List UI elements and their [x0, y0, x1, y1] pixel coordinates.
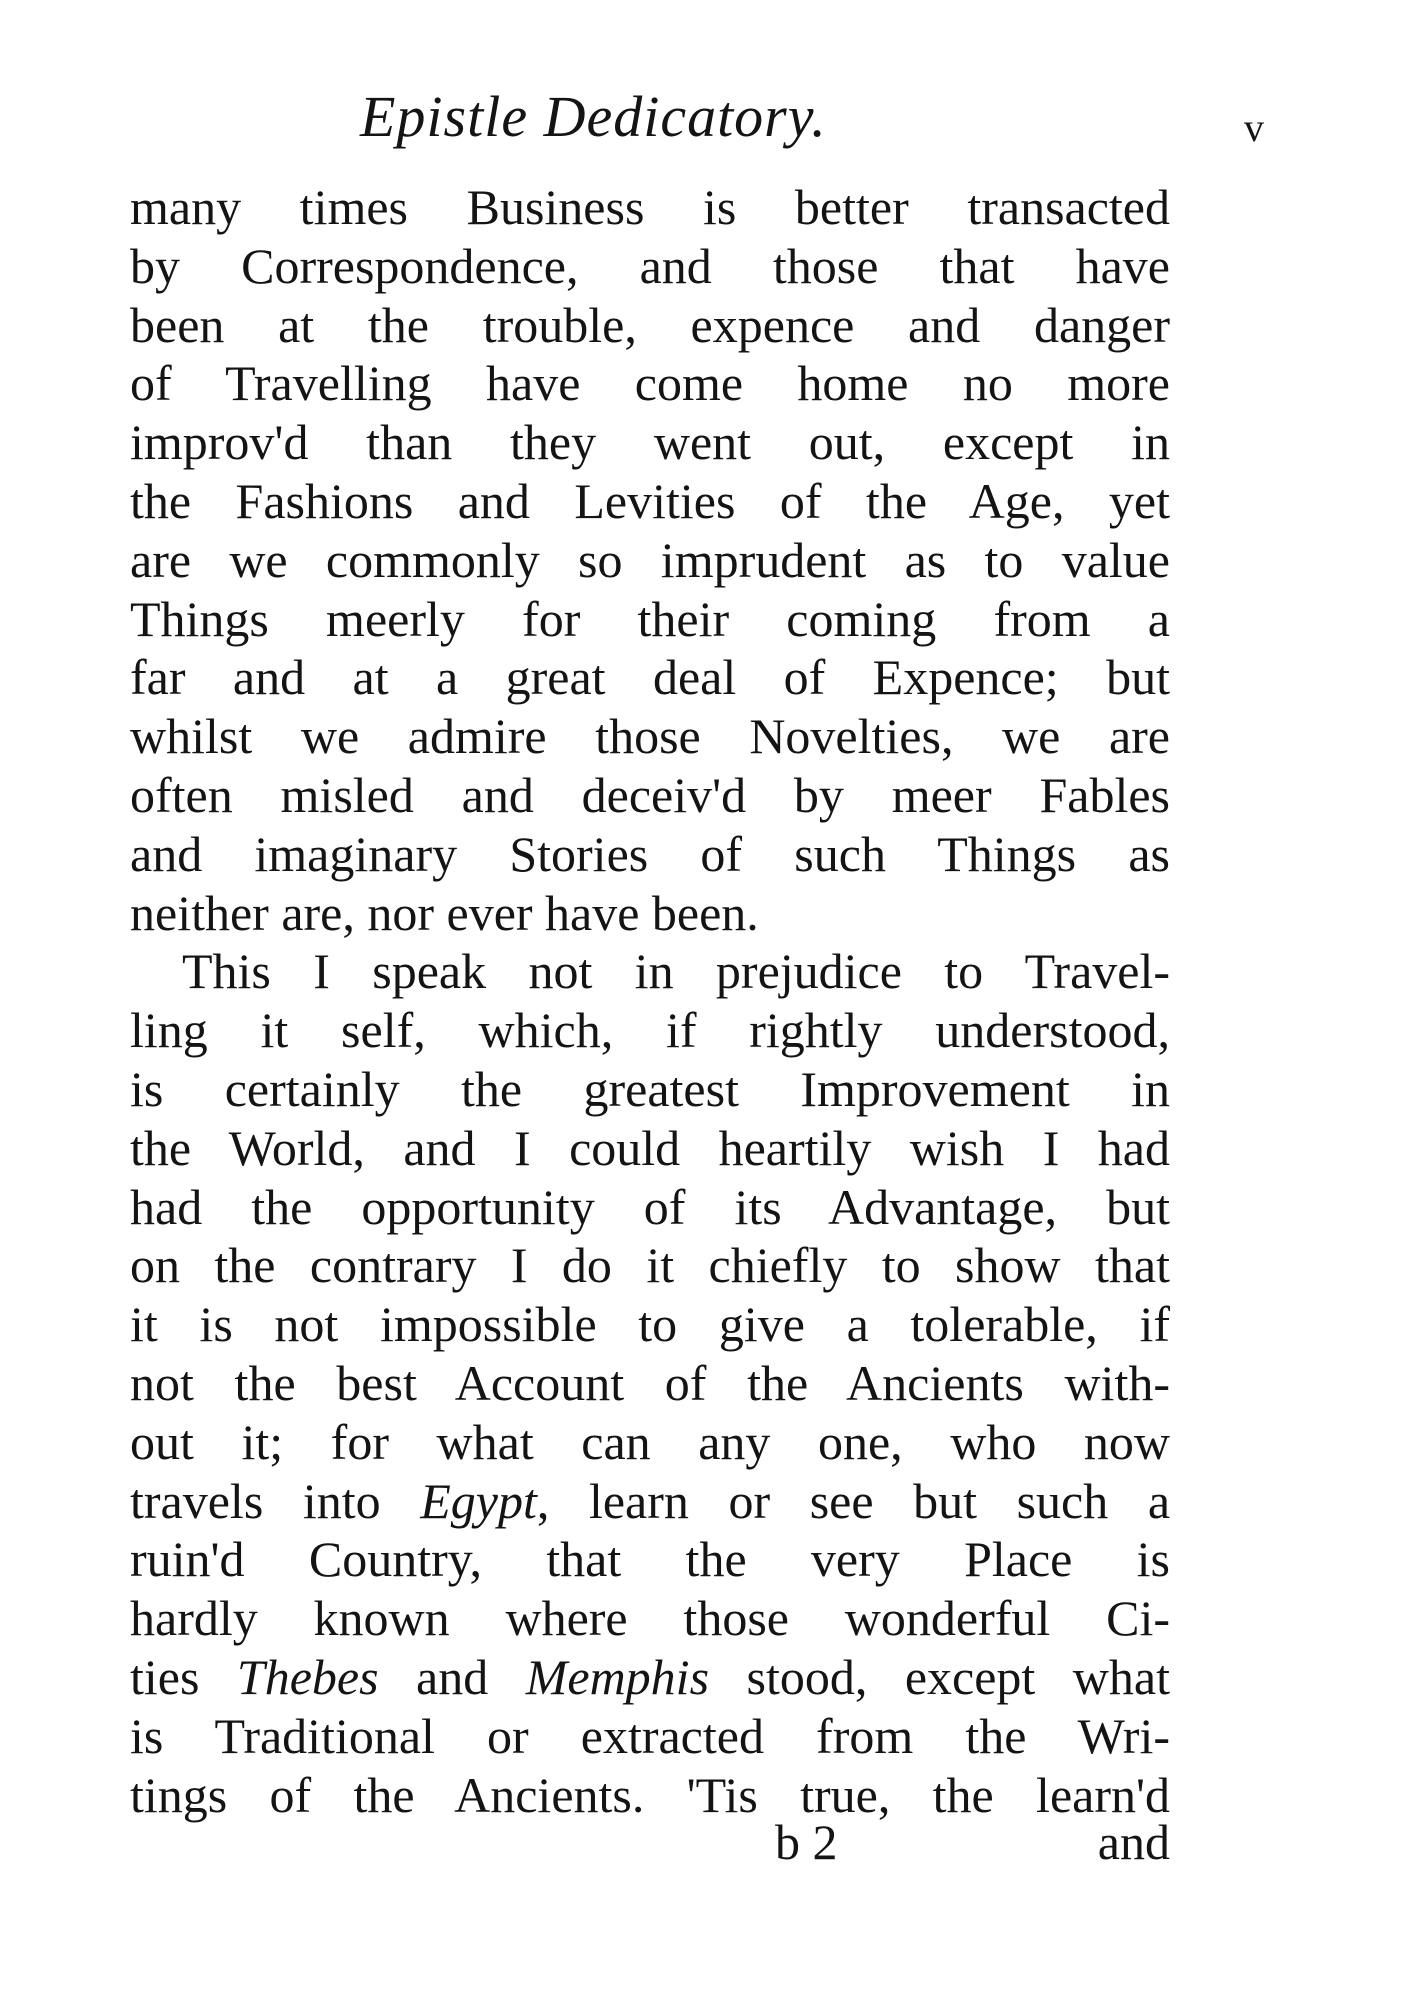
place-name-egypt: Egypt	[420, 1472, 537, 1529]
place-name-memphis: Memphis	[525, 1648, 710, 1705]
text-line: the World, and I could heartily wish I had	[130, 1119, 1170, 1176]
text-run: , learn or see but such a	[536, 1472, 1171, 1529]
text-line	[130, 1648, 1170, 1707]
text-run: ties	[130, 1648, 237, 1705]
text-run: and	[378, 1648, 526, 1705]
text-line: Things meerly for their coming from a	[130, 590, 1170, 647]
text-line	[130, 1472, 1170, 1531]
text-line: is certainly the greatest Improvement in	[130, 1060, 1170, 1117]
text-line: by Correspondence, and those that have	[130, 237, 1170, 294]
text-line: often misled and deceiv'd by meer Fables	[130, 766, 1170, 823]
text-line: and imaginary Stories of such Things as	[130, 825, 1170, 882]
text-line: tings of the Ancients. 'Tis true, the learn'd	[130, 1766, 1170, 1823]
text-line: neither are, nor ever have been.	[130, 884, 759, 941]
paragraph-1	[130, 178, 1170, 942]
running-title: Epistle Dedicatory.	[360, 84, 827, 149]
text-line: far and at a great deal of Expence; but	[130, 649, 1170, 706]
text-run: stood, except what	[709, 1648, 1170, 1705]
text-line: many times Business is better transacted	[130, 179, 1170, 235]
text-line: been at the trouble, expence and danger	[130, 296, 1170, 353]
page-footer	[130, 1812, 1170, 1872]
text-line: not the best Account of the Ancients with-	[130, 1354, 1170, 1411]
signature-mark: b 2	[775, 1814, 838, 1870]
text-line: the Fashions and Levities of the Age, yet	[130, 472, 1170, 529]
text-line: are we commonly so imprudent as to value	[130, 531, 1170, 588]
text-line: is Traditional or extracted from the Wri-	[130, 1707, 1170, 1764]
text-line: ling it self, which, if rightly understood,	[130, 1002, 1170, 1059]
text-line: This I speak not in prejudice to Travel-	[182, 943, 1170, 1000]
body-text	[130, 178, 1170, 1824]
text-line: out it; for what can any one, who now	[130, 1413, 1170, 1470]
text-line: had the opportunity of its Advantage, but	[130, 1178, 1170, 1235]
text-line: improv'd than they went out, except in	[130, 414, 1170, 471]
catchword: and	[1097, 1814, 1170, 1870]
text-line: whilst we admire those Novelties, we are	[130, 708, 1170, 765]
page-number: v	[1244, 105, 1264, 150]
text-line: of Travelling have come home no more	[130, 355, 1170, 412]
text-line: it is not impossible to give a tolerable, if	[130, 1296, 1170, 1353]
place-name-thebes: Thebes	[236, 1648, 379, 1705]
paragraph-2	[130, 942, 1170, 1824]
text-line: hardly known where those wonderful Ci-	[130, 1590, 1170, 1647]
text-run: travels into	[130, 1472, 421, 1529]
text-line: ruin'd Country, that the very Place is	[130, 1531, 1170, 1588]
text-line: on the contrary I do it chiefly to show that	[130, 1237, 1170, 1294]
